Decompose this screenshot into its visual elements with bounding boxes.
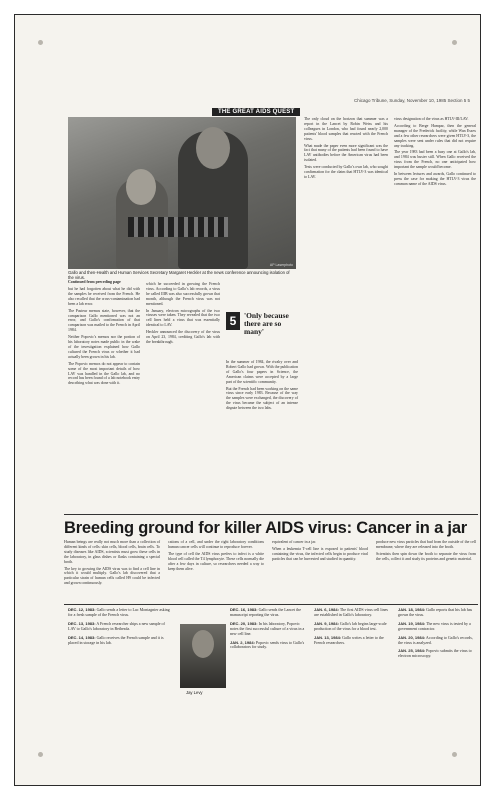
- timeline-date: JAN. 6, 1984:: [314, 607, 339, 612]
- timeline-text: A French researcher ships a new sample of LAV to Gallo's laboratory in Bethesda.: [68, 620, 165, 631]
- timeline-text: Gallo writes a letter to the French researchers.: [314, 634, 384, 645]
- timeline-entry: [68, 608, 172, 618]
- lower-column-3: [272, 540, 368, 564]
- timeline-entry: [230, 622, 308, 637]
- pull-quote-number: 5: [226, 312, 240, 330]
- timeline-date: JAN. 20, 1984:: [398, 634, 426, 640]
- timeline-column-3: [314, 608, 392, 645]
- news-photo: [68, 117, 296, 269]
- section-kicker: THE GREAT AIDS QUEST: [212, 108, 300, 116]
- timeline-column-1: [68, 608, 172, 645]
- timeline-entry: [230, 641, 308, 651]
- photo-figure-head: [126, 169, 156, 205]
- timeline-entry: [314, 636, 392, 646]
- paragraph: Scientists then spin down the broth to separate the virus from the cells, collect it and study its proteins and genetic material.: [376, 551, 476, 561]
- timeline-text: The new virus is tested by a government contractor.: [398, 620, 471, 631]
- timeline-entry: [398, 608, 476, 618]
- timeline-text: Gallo's lab begins large-scale production of the virus for a blood test.: [314, 620, 387, 631]
- paragraph: produce new virus particles that bud from the outside of the cell membrane, where they are released into the broth.: [376, 540, 476, 549]
- timeline-entry: [314, 608, 392, 618]
- article-column-3: [226, 360, 298, 413]
- timeline-date: DEC. 14, 1983:: [68, 634, 96, 640]
- scan-hole: [452, 752, 457, 757]
- article-column-2: [146, 282, 220, 347]
- paragraph: The only cloud on the horizon that summer was a report in the Lancet by Robin Weiss and his colleagues in London, who had found nearly 2,000 patients' blood samples that reacted with the French virus.: [304, 117, 388, 141]
- lower-column-2: [168, 540, 264, 573]
- paragraph: In the summer of 1984, the rivalry over and Robert Gallo had grown. With the publication of Gallo's four papers in Science, the American claims were accepted by a large part of the scientific community.: [226, 360, 298, 384]
- timeline-text: Gallo sends a letter to Luc Montagnier asking for a fresh sample of the French virus.: [68, 607, 170, 617]
- timeline-text: The first AIDS virus cell lines are established in Gallo's laboratory.: [314, 607, 388, 617]
- timeline-text: In his laboratory, Popovic notes the first successful culture of a virus in a new cell line.: [230, 620, 305, 636]
- article-column-4: [304, 117, 388, 182]
- paragraph: In between lectures and awards, Gallo continued to press the case for making the HTLV-3 virus the common name of the AIDS virus.: [394, 172, 476, 186]
- paragraph: equivalent of cancer in a jar.: [272, 540, 317, 544]
- paragraph: which he succeeded in growing the French virus. According to Gallo's lab records, a virus he called IIIB was also successfully grown that month, although the French virus was not mentioned.: [146, 282, 220, 306]
- scan-hole: [38, 752, 43, 757]
- timeline-date: DEC. 13, 1983:: [68, 620, 96, 626]
- paragraph: cations of a cell, and under the right laboratory conditions human cancer cells will continue to reproduce forever.: [168, 540, 264, 549]
- paragraph: In January, electron micrographs of the two viruses were taken. They revealed that the two cell lines held a virus that was essentially identical to LAV.: [146, 308, 220, 328]
- timeline-date: JAN. 19, 1984:: [398, 620, 426, 626]
- timeline-date: JAN. 18, 1984:: [398, 607, 426, 612]
- paragraph: According to Berge Hampar, then the general manager of the Frederick facility, while Wan Essex and a few other researchers were given HTLV-3, the samples were sent under rules that did not require any tracking.: [394, 123, 476, 148]
- microphones: [128, 217, 228, 237]
- timeline-date: JAN. 13, 1984:: [314, 634, 342, 640]
- photo-caption: Gallo and then-Health and Human Services Secretary Margaret Heckler at the news conference announcing isolation of the virus.: [68, 270, 290, 280]
- timeline-entry: [398, 622, 476, 632]
- timeline-date: JAN. 2, 1984:: [230, 639, 255, 645]
- photo-figure-head: [196, 127, 230, 169]
- paragraph: The type of cell the AIDS virus prefers to infect is a white blood cell called the T4 lymphocyte. These cells normally die after a few days in culture, so researchers needed a way to keep them alive.: [168, 551, 265, 571]
- paragraph: Human beings are really not much more than a collection of different kinds of cells: skin cells, blood cells, brain cells. To study diseases like AIDS, scientists must grow these cells in the laboratory, in glass dishes or flasks containing a special broth.: [64, 540, 160, 564]
- running-head: Chicago Tribune, Sunday, November 10, 1985 Section 5 5: [354, 98, 470, 103]
- article-column-5: [394, 117, 476, 189]
- timeline-text: Gallo receives the French sample and it is placed in storage in his lab.: [68, 634, 164, 645]
- second-headline: Breeding ground for killer AIDS virus: Cancer in a jar: [64, 519, 468, 537]
- paragraph: But the French had been working on the same virus since early 1983. Because of the way the samples were exchanged, the discovery of the virus became the subject of an intense dispute between the two labs.: [226, 386, 298, 411]
- lower-column-4: [376, 540, 476, 564]
- timeline-text: Popovic submits the virus to electron microscopy.: [398, 648, 472, 659]
- paragraph: but he had forgotten about what he did with the samples he received from the French. He also recalled that the cross-contamination had been a lab error.: [68, 287, 140, 306]
- scan-hole: [452, 40, 457, 45]
- paragraph: What made the paper even more significant was the fact that many of the patients had been found to have LAV antibodies before the American virus had been isolated.: [304, 143, 388, 163]
- paragraph: The key to growing the AIDS virus was to find a cell line in which it would multiply. Gallo's lab discovered that a particular strain of human cells called H9 could be infected and grown continuously.: [64, 566, 160, 586]
- scan-hole: [38, 40, 43, 45]
- timeline-entry: [398, 649, 476, 659]
- paragraph: Tests were conducted by Gallo's own lab, who sought confirmation for the claim that HTLV-3 was identical to LAV.: [304, 165, 388, 179]
- timeline-date: DEC. 12, 1983:: [68, 607, 96, 612]
- mug-head: [192, 630, 214, 658]
- paragraph: When a leukemia T-cell line is exposed to patients' blood containing the virus, the infected cells begin to produce viral particles that can be harvested and studied in quantity.: [272, 546, 368, 561]
- mug-shot: [180, 624, 226, 688]
- photo-credit: AP Laserphoto: [269, 263, 293, 267]
- lower-column-1: [64, 540, 160, 588]
- timeline-date: JAN. 25, 1984:: [398, 648, 426, 654]
- paragraph: The year 1983 had been a busy one at Gallo's lab, and 1984 was busier still. When Gallo received the virus from the French, no one anticipated how important the sample would become.: [394, 150, 476, 170]
- timeline-entry: [68, 622, 172, 632]
- paragraph: Heckler announced the discovery of the virus on April 23, 1984, crediting Gallo's lab with the breakthrough.: [146, 330, 220, 344]
- timeline-entry: [314, 622, 392, 632]
- timeline-column-2: [230, 608, 308, 650]
- timeline-column-4: [398, 608, 476, 659]
- timeline-text: Gallo reports that his lab has grown the virus.: [398, 607, 473, 617]
- paragraph: Neither Popovic's memos nor the portion of his laboratory notes made public in the wake of the investigation explained how Gallo cultured the French virus or whether it had actually been grown in his lab.: [68, 335, 140, 359]
- timeline-date: DEC. 20, 1983:: [230, 620, 258, 626]
- timeline-date: JAN. 9, 1984:: [314, 620, 339, 626]
- timeline-text: Popovic sends virus to Gallo's collaborators for study.: [230, 639, 305, 650]
- paragraph: virus designation of the virus as HTLV-III/LAV.: [394, 117, 469, 121]
- timeline-text: Gallo sends the Lancet the manuscript reporting the virus.: [230, 607, 302, 617]
- timeline-entry: [398, 636, 476, 646]
- timeline-entry: [230, 608, 308, 618]
- paragraph: The Popovic memos do not appear to contain some of the most important details of how LAV was handled in the Gallo lab, and no record has been found of a lab notebook entry describing what was done with it.: [68, 361, 140, 386]
- continued-note: Continued from preceding page: [68, 280, 121, 284]
- timeline-date: DEC. 16, 1983:: [230, 607, 258, 612]
- pull-quote-text: 'Only because there are so many': [244, 311, 289, 336]
- mug-caption: Jay Levy: [186, 690, 203, 695]
- section-divider: [64, 514, 478, 515]
- timeline-divider: [64, 604, 478, 605]
- pull-quote: [226, 312, 288, 356]
- paragraph: The Pasteur memos state, however, that the comparison Gallo mentioned was not an error, and Gallo's confirmation of that comparison was mailed to the French in April 1984.: [68, 308, 140, 333]
- article-column-1: [68, 287, 140, 388]
- timeline-text: According to Gallo's records, the virus is analyzed.: [398, 634, 473, 645]
- timeline-entry: [68, 636, 172, 646]
